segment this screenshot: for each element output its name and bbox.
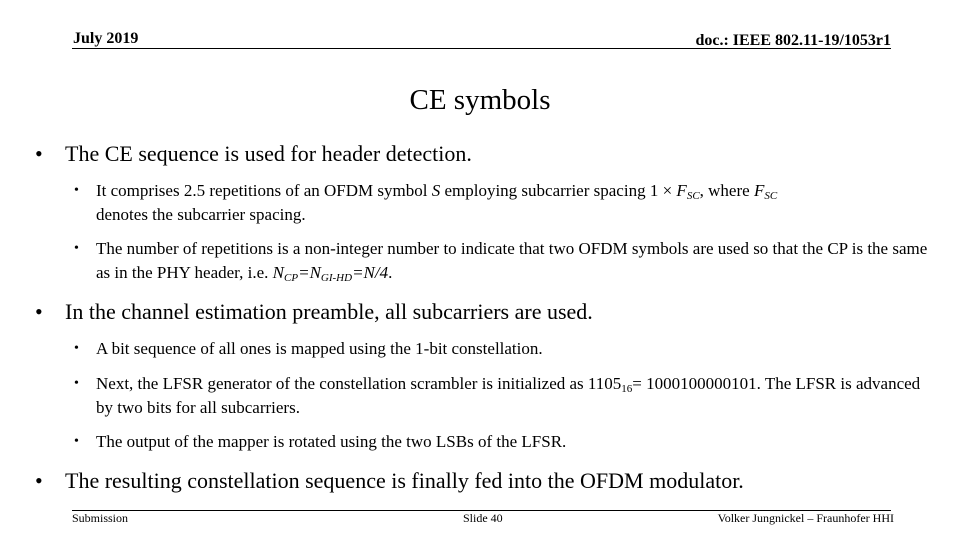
bullet-dot: • (35, 299, 43, 324)
bullet-dot: • (74, 376, 79, 391)
bullet-2-2-text: Next, the LFSR generator of the constellation scrambler is initialized as $1105_{16}= 1000100000101$. The LFSR is advanced by two bits for all subcarriers. (96, 374, 921, 417)
slide-title: CE symbols (409, 84, 551, 116)
bullet-2-2 (74, 372, 934, 420)
bullet-1-2 (74, 237, 934, 285)
bullet-dot: • (74, 183, 79, 198)
bullet-dot: • (74, 434, 79, 449)
header-doc-id: doc.: IEEE 802.11-19/1053r1 (695, 32, 891, 49)
header-date: July 2019 (73, 30, 139, 47)
bullet-2-1-text: A bit sequence of all ones is mapped using the 1-bit constellation. (96, 339, 543, 358)
bullet-2-3-text: The output of the mapper is rotated using the two LSBs of the LFSR. (96, 432, 567, 451)
bullet-2-text: In the channel estimation preamble, all subcarriers are used. (65, 299, 593, 324)
footer-slide-number: Slide 40 (463, 511, 503, 525)
bullet-dot: • (74, 341, 79, 356)
bullet-2-1 (74, 337, 934, 361)
bullet-dot: • (35, 468, 43, 493)
bullet-1-1 (74, 179, 934, 227)
bullet-dot: • (74, 241, 79, 256)
header-rule (72, 48, 891, 49)
bullet-1-1-text: It comprises 2.5 repetitions of an OFDM symbol S employing subcarrier spacing $1 \times F_{SC}$, where $F_{SC}$ denotes the subcarrier spacing. (96, 181, 778, 224)
bullet-3-text: The resulting constellation sequence is finally fed into the OFDM modulator. (65, 468, 744, 493)
bullet-1-2-text: The number of repetitions is a non-integer number to indicate that two OFDM symbols are used so that the CP is the same as in the PHY header, i.e. $N_{CP}=N_{GI-HD}=N/4$. (96, 239, 928, 284)
footer-author: Volker Jungnickel – Fraunhofer HHI (717, 511, 894, 525)
bullet-2-3 (74, 430, 934, 454)
bullet-dot: • (35, 141, 43, 166)
bullet-1-text: The CE sequence is used for header detection. (65, 141, 472, 166)
footer-submission: Submission (72, 511, 129, 525)
